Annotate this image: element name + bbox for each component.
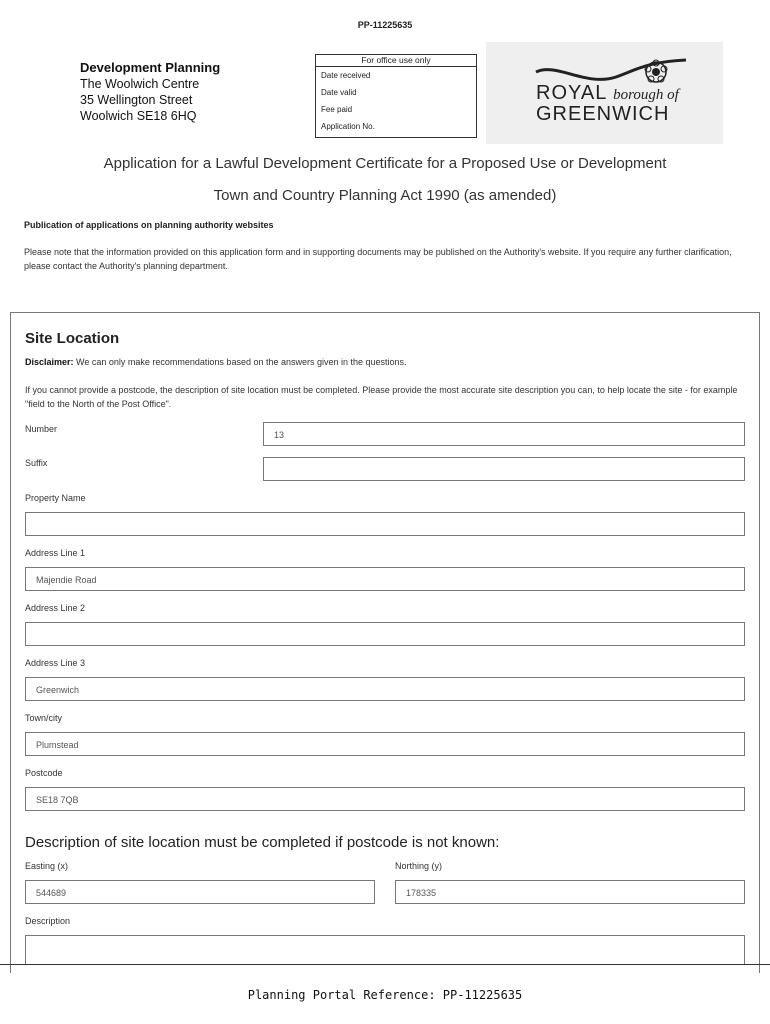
easting-field[interactable]: 544689 bbox=[25, 880, 375, 904]
office-use-row: Application No. bbox=[321, 122, 375, 131]
number-label: Number bbox=[25, 424, 58, 434]
disclaimer: Disclaimer: We can only make recommendations based on the answers given in the questions. bbox=[25, 357, 407, 367]
description-label: Description bbox=[25, 916, 71, 926]
description-heading: Description of site location must be completed if postcode is not known: bbox=[25, 834, 500, 851]
suffix-field[interactable] bbox=[263, 457, 745, 481]
royal-greenwich-logo bbox=[486, 42, 723, 144]
footer-reference: Planning Portal Reference: PP-11225635 bbox=[247, 988, 523, 1002]
form-act: Town and Country Planning Act 1990 (as amended) bbox=[213, 187, 557, 204]
address-line1-label: Address Line 1 bbox=[25, 548, 86, 558]
address-line1-field[interactable]: Majendie Road bbox=[25, 567, 745, 591]
town-field[interactable]: Plumstead bbox=[25, 732, 745, 756]
town-label: Town/city bbox=[25, 713, 63, 723]
reference-number-top: PP-11225635 bbox=[357, 20, 413, 30]
number-field[interactable]: 13 bbox=[263, 422, 745, 446]
office-use-title: For office use only bbox=[316, 55, 476, 67]
address-line2-label: Address Line 2 bbox=[25, 603, 86, 613]
office-use-row: Date valid bbox=[321, 88, 357, 97]
page-break-line bbox=[0, 964, 770, 965]
suffix-label: Suffix bbox=[25, 458, 48, 468]
address-line3-label: Address Line 3 bbox=[25, 658, 86, 668]
office-use-row: Fee paid bbox=[321, 105, 353, 114]
postcode-field[interactable]: SE18 7QB bbox=[25, 787, 745, 811]
form-title: Application for a Lawful Development Certificate for a Proposed Use or Development bbox=[103, 155, 667, 172]
address-line: Woolwich SE18 6HQ bbox=[80, 109, 197, 123]
description-field[interactable] bbox=[25, 935, 745, 964]
logo-royal-text: ROYAL borough of bbox=[536, 82, 679, 104]
publication-text: Please note that the information provided on this application form and in supporting documents may be published on the Authority's website. If you require any further clarification, please contact the Authority's planning department. bbox=[24, 247, 732, 271]
section-title: Site Location bbox=[25, 330, 120, 347]
northing-label: Northing (y) bbox=[395, 861, 443, 871]
address-org: Development Planning bbox=[80, 60, 221, 75]
address-line: 35 Wellington Street bbox=[80, 93, 193, 107]
easting-label: Easting (x) bbox=[25, 861, 69, 871]
office-use-box bbox=[315, 54, 477, 138]
logo-greenwich-text: GREENWICH bbox=[536, 103, 670, 125]
office-use-row: Date received bbox=[321, 71, 371, 80]
postcode-label: Postcode bbox=[25, 768, 63, 778]
property-name-label: Property Name bbox=[25, 493, 86, 503]
address-line: The Woolwich Centre bbox=[80, 77, 200, 91]
publication-heading: Publication of applications on planning authority websites bbox=[24, 220, 274, 230]
address-line3-field[interactable]: Greenwich bbox=[25, 677, 745, 701]
site-help-text: If you cannot provide a postcode, the description of site location must be completed. Please provide the most accurate site description you can, to help locate the site - for example "field to the North of the Post Office". bbox=[25, 385, 738, 409]
northing-field[interactable]: 178335 bbox=[395, 880, 745, 904]
address-line2-field[interactable] bbox=[25, 622, 745, 646]
property-name-field[interactable] bbox=[25, 512, 745, 536]
authority-address bbox=[80, 60, 220, 124]
